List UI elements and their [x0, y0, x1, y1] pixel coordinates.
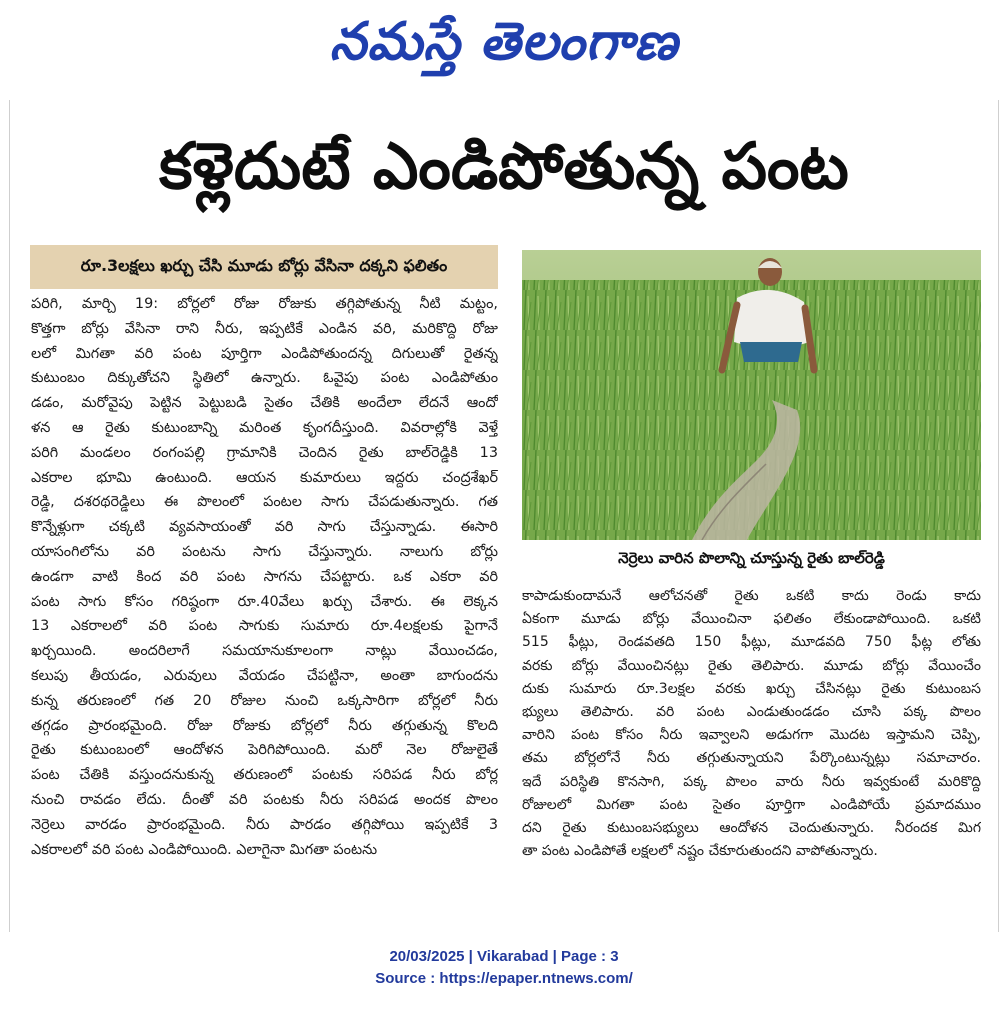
- article-line: వరకు బోర్లు వేయించినట్లు రైతు తెలిపారు. మూడు బోర్లు వేయించేం: [522, 657, 981, 674]
- article-line: ఖర్చయింది. అందరిలాగే సమయానుకూలంగా నాట్లు వేయించడం,: [31, 643, 498, 660]
- headline: [10, 112, 998, 222]
- farmer-in-field-photo: [522, 250, 981, 540]
- footer-source: Source : https://epaper.ntnews.com/: [375, 970, 633, 987]
- article-line: తమ బోర్లలోనే నీరు తగ్గుతున్నాయని పేర్కొంటున్నట్లు సమాచారం.: [522, 750, 981, 767]
- newspaper-logo: నమస్తే తెలంగాణ: [329, 12, 679, 72]
- article-line: నెర్రెలు వారడం ప్రారంభమైంది. నీరు పారడం తగ్గిపోయి ఇప్పటికే 3: [31, 816, 498, 833]
- footer-date-edition: 20/03/2025 | Vikarabad | Page : 3: [389, 948, 619, 965]
- article-column-right: [522, 585, 981, 915]
- article-line: డడం, మరోవైపు పెట్టిన పెట్టుబడి సైతం చేతికి అందేలా లేదనే ఆందో: [31, 395, 498, 412]
- article-line: కాపాడుకుందామనే ఆలోచనతో రైతు ఒకటి కాదు రెండు కాదు: [522, 588, 981, 604]
- footer: [0, 946, 1008, 990]
- article-line: పంట చేతికి వస్తుందనుకున్న తరుణంలో పంటకు సరిపడ నీరు బోర్ల: [31, 767, 498, 784]
- article-line: ఏకంగా మూడు బోర్లు వేయించినా ఫలితం లేకుండాపోయింది. ఒకటి: [522, 611, 981, 628]
- article-line: ఎకరాల భూమి ఉంటుంది. ఆయన కుమారులు ఇద్దరు చంద్రశేఖర్: [31, 469, 498, 486]
- article-line: ఎకరాలలో వరి పంట ఎండిపోయింది. ఎలాగైనా మిగతా పంటను: [31, 841, 378, 858]
- article-line: ఉండగా వాటి కింద వరి పంట సాగను చేపట్టారు. ఒక ఎకరా వరి: [31, 568, 498, 585]
- field-photo-icon: [522, 250, 981, 540]
- article-line: దుకు సుమారు రూ.3లక్షల వరకు ఖర్చు చేసినట్లు రైతు కుటుంబస: [522, 680, 981, 697]
- article-line: నుంచి రావడం లేదు. దీంతో వరి పంటకు నీరు సరిపడ అందక పొలం: [31, 791, 498, 808]
- article-line: కున్న తరుణంలో గత 20 రోజుల నుంచి ఒక్కసారిగా బోర్లలో నీరు: [31, 692, 498, 709]
- photo-caption-text: నెర్రెలు వారిన పొలాన్ని చూస్తున్న రైతు బాల్‌రెడ్డి: [618, 549, 885, 567]
- photo-caption: [522, 544, 981, 576]
- article-line: రోజులలో మిగతా పంట సైతం పూర్తిగా ఎండిపోయే ప్రమాదముం: [522, 796, 981, 813]
- article-line: యాసంగిలోను వరి పంటను సాగు చేస్తున్నారు. నాలుగు బోర్లు: [31, 543, 498, 560]
- article-line: పరిగి, మార్చి 19: బోర్లలో రోజు రోజుకు తగ్గిపోతున్న నీటి మట్టం,: [31, 296, 498, 312]
- article-line: భ్యులు తెలిపారు. వరి పంట ఎండుతుండడం చూసి పక్క పొలం: [522, 703, 981, 720]
- subheadline-text: రూ.3లక్షలు ఖర్చు చేసి మూడు బోర్లు వేసినా దక్కని ఫలితం: [80, 255, 448, 275]
- article-line: తా పంట ఎండిపోతే లక్షలలో నష్టం చేకూరుతుందని వాపోతున్నారు.: [522, 843, 878, 860]
- article-line: కుటుంబం దిక్కుతోచని స్థితిలో ఉన్నారు. ఓవైపు పంట ఎండిపోతుం: [31, 370, 498, 387]
- article-column-left: [31, 292, 498, 914]
- article-line: దని రైతు కుటుంబసభ్యులు ఆందోళన చెందుతున్నారు. నీరందక మిగ: [522, 819, 981, 836]
- article-line: పంట సాగు కోసం గరిష్ఠంగా రూ.40వేలు ఖర్చు చేశారు. ఈ లెక్కన: [31, 593, 498, 610]
- article-line: తగ్గడం ప్రారంభమైంది. రోజు రోజుకు బోర్లలో నీరు తగ్గుతున్న కొలది: [31, 717, 498, 734]
- article-line: 13 ఎకరాలలో వరి పంట సాగుకు సుమారు రూ.4లక్షలకు పైగానే: [31, 618, 498, 635]
- headline-text: కళ్లెదుటే ఎండిపోతున్న పంట: [159, 130, 849, 204]
- article-line: 515 ఫీట్లు, రెండవతది 150 ఫీట్లు, మూడవది 750 ఫీట్ల లోతు: [522, 634, 981, 651]
- masthead: [0, 2, 1008, 82]
- article-line: కలుపు తీయడం, ఎరువులు వేయడం చేపట్టినా, అంతా బాగుందను: [31, 667, 498, 684]
- article-line: రైతు కుటుంబంలో ఆందోళన పెరిగిపోయింది. మరో నెల రోజులైతే: [31, 742, 498, 759]
- article-line: ఇదే పరిస్థితి కొనసాగి, పక్క పొలం వారు నీరు ఇవ్వకుంటే మరికొద్ది: [522, 773, 981, 790]
- article-line: కొన్నేళ్లుగా చక్కటి వ్యవసాయంతో వరి సాగు చేస్తున్నాడు. ఈసారి: [31, 519, 498, 536]
- article-line: వారిని పంట కోసం నీరు ఇవ్వాలని అడుగగా మొదట ఇస్తామని చెప్పి,: [522, 727, 981, 744]
- article-line: లలో మిగతా వరి పంట పూర్తిగా ఎండిపోతుందన్న దిగులుతో రైతన్న: [31, 345, 498, 362]
- article-line: ళన ఆ రైతు కుటుంబాన్ని మరింత కృంగదీస్తుంది. వివరాల్లోకి వెళ్తే: [31, 419, 498, 436]
- article-line: రెడ్డి, దశరథరెడ్డిలు ఈ పొలంలో పంటల సాగు చేపడుతున్నారు. గత: [31, 494, 498, 511]
- article-line: కొత్తగా బోర్లు వేసినా రాని నీరు, ఇప్పటికే ఎండిన వరి, మరికొద్ది రోజు: [31, 320, 498, 337]
- subheadline-banner: [30, 245, 498, 289]
- article-line: పరిగి మండలం రంగంపల్లి గ్రామానికి చెందిన రైతు బాల్‌రెడ్డికి 13: [31, 444, 498, 461]
